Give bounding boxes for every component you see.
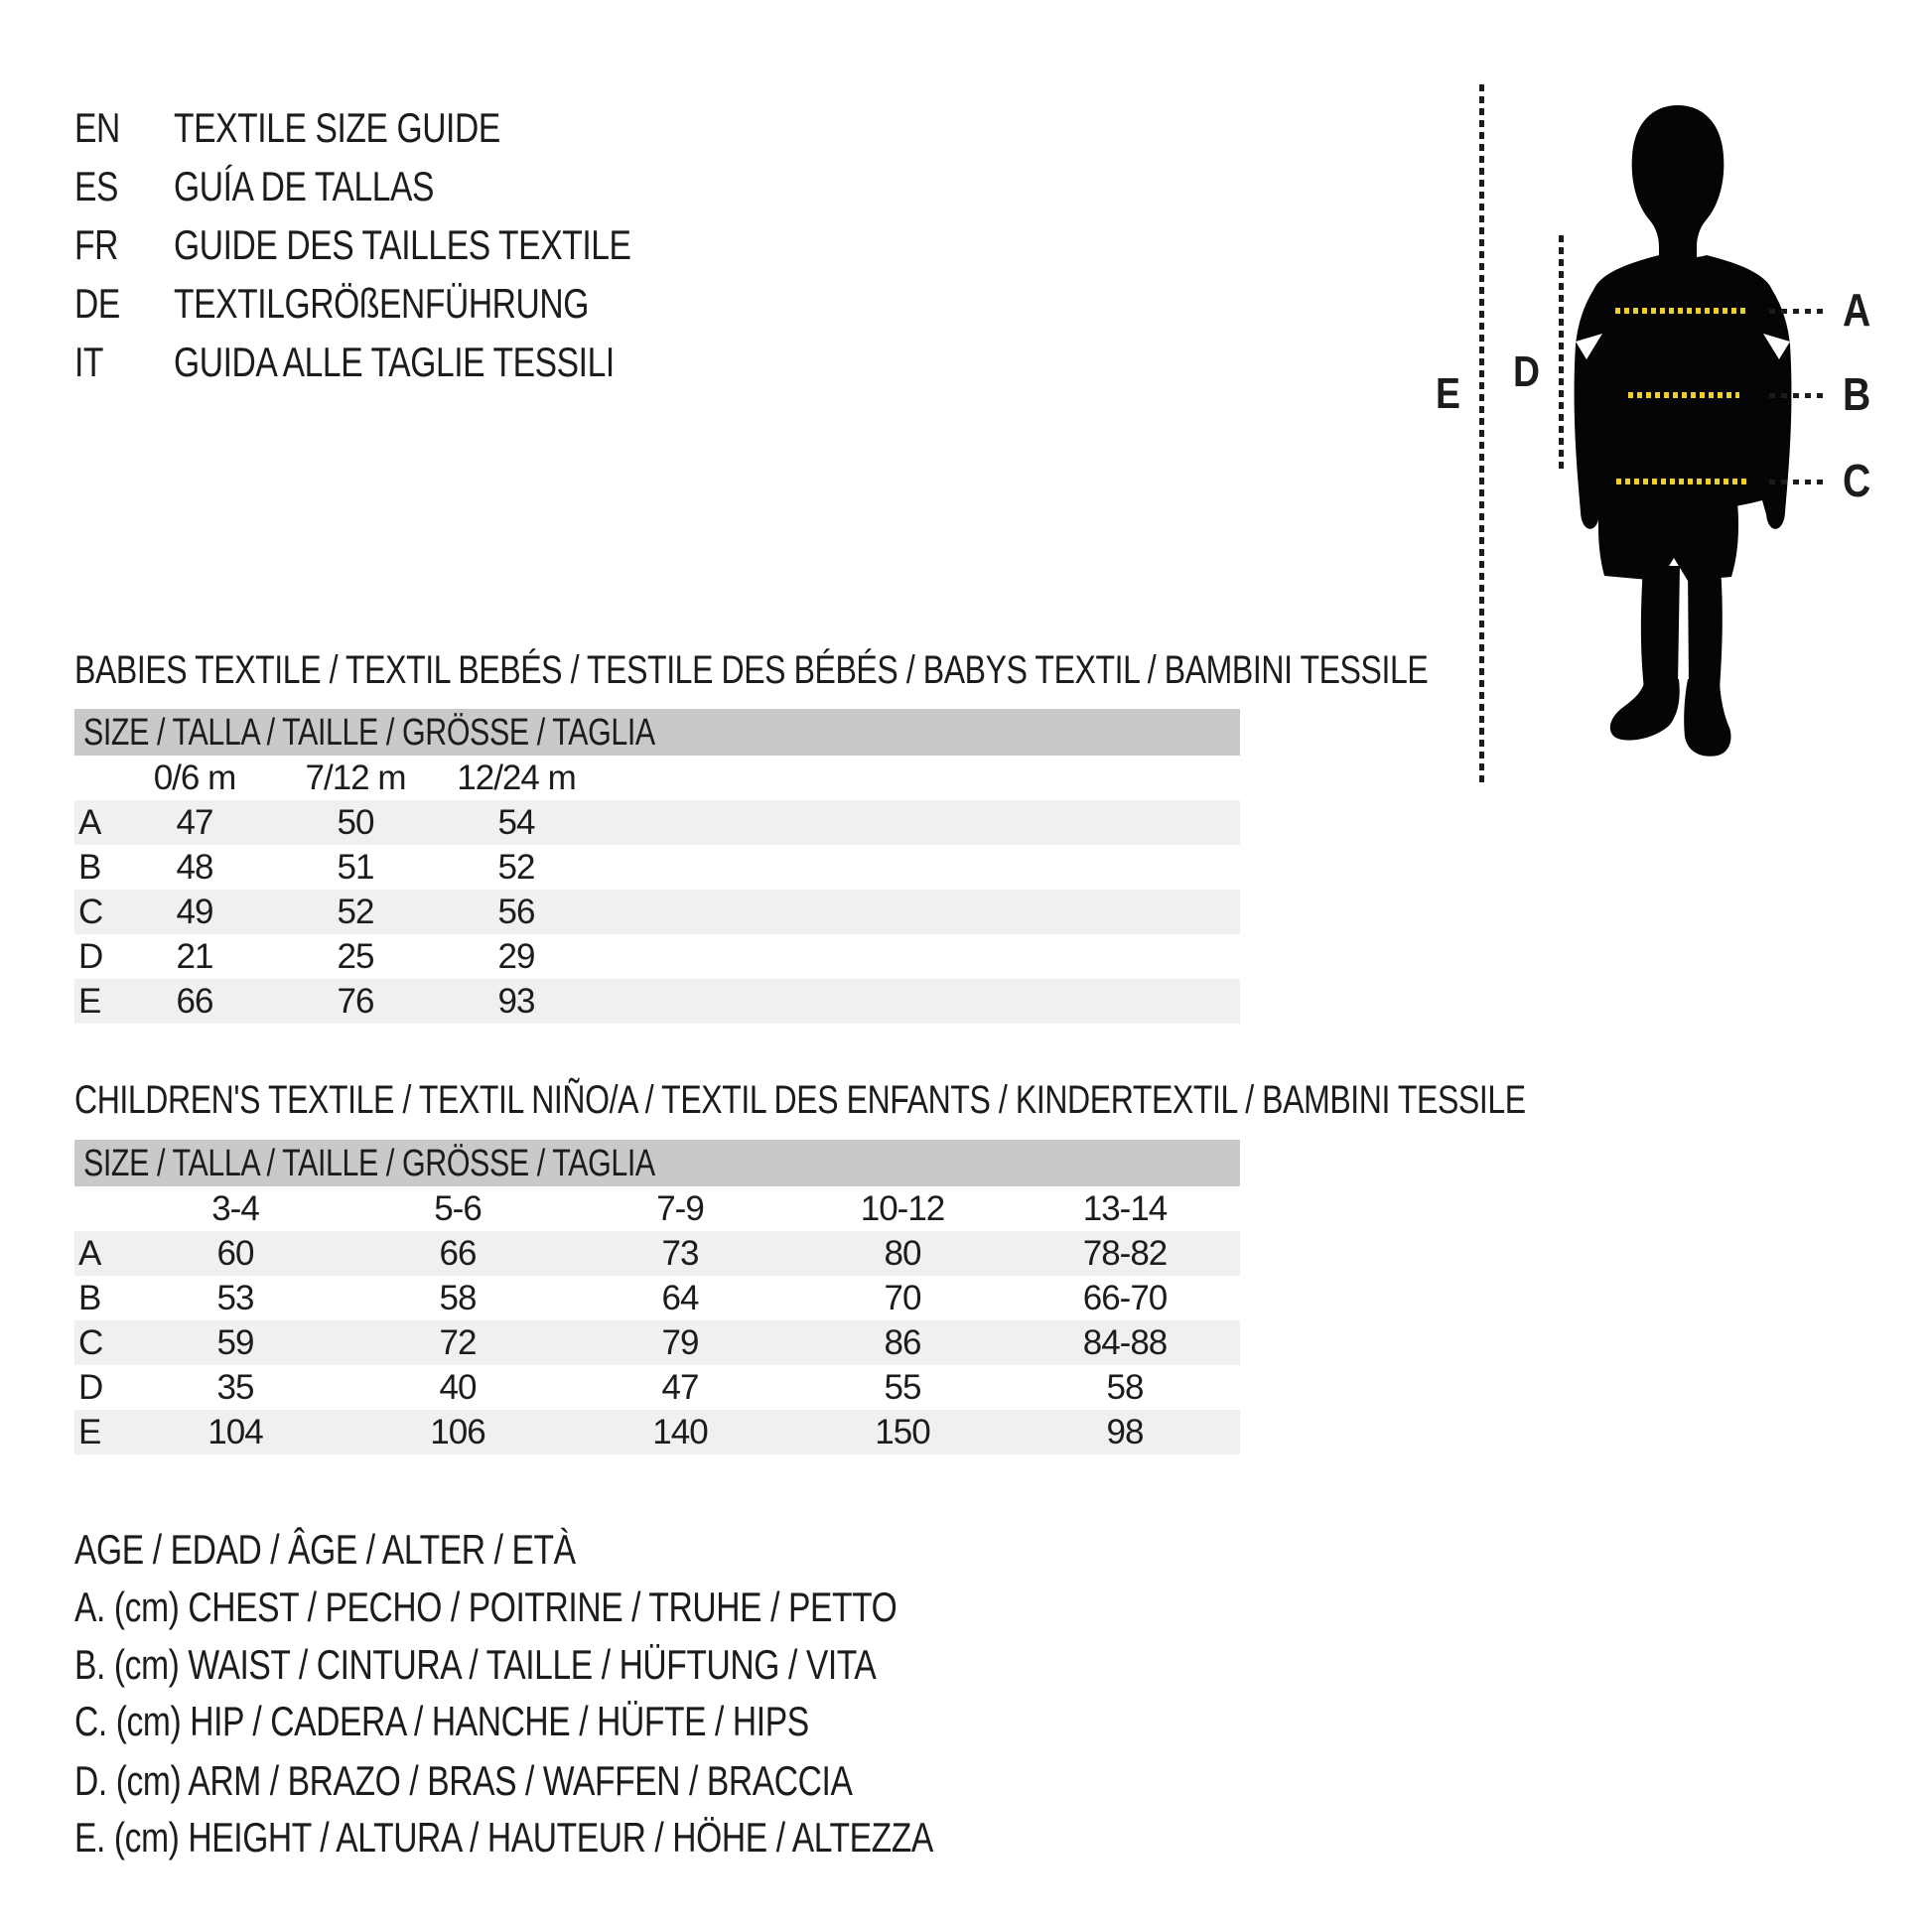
row-filler [1236, 1186, 1240, 1231]
legend-waist-text: B. (cm) WAIST / CINTURA / TAILLE / HÜFTUNG / VITA [74, 1641, 877, 1688]
row-label: D [78, 937, 103, 976]
column-header: 5-6 [434, 1189, 482, 1228]
cell-value: 150 [875, 1413, 930, 1451]
marker-label-e: E [1436, 369, 1460, 418]
cell-value: 106 [430, 1413, 485, 1451]
chest-measure-line-a [1615, 308, 1746, 314]
children-size-header-text: SIZE / TALLA / TAILLE / GRÖSSE / TAGLIA [83, 1143, 655, 1184]
cell-value: 79 [661, 1323, 699, 1362]
cell-value: 73 [661, 1234, 699, 1273]
language-row-es [74, 162, 499, 211]
cell-value: 76 [337, 982, 374, 1021]
row-label: B [78, 848, 101, 887]
legend-hip-line [74, 1699, 993, 1744]
cell-value: 140 [652, 1413, 708, 1451]
cell-value: 66-70 [1082, 1279, 1168, 1317]
language-code: IT [74, 339, 104, 385]
row-label: E [78, 1413, 101, 1451]
row-filler [597, 934, 1240, 979]
babies-heading-text: BABIES TEXTILE / TEXTIL BEBÉS / TESTILE DES BÉBÉS / BABYS TEXTIL / BAMBINI TESSILE [74, 648, 1429, 692]
babies-row-e [74, 979, 1240, 1024]
waist-leader-line [1769, 393, 1827, 398]
cell-value: 58 [1106, 1368, 1144, 1407]
language-row-de [74, 279, 693, 329]
children-size-table [74, 1186, 1240, 1454]
language-row-it [74, 338, 725, 387]
cell-value: 59 [216, 1323, 254, 1362]
language-code: EN [74, 104, 120, 151]
marker-label-a: A [1843, 284, 1871, 336]
cell-value: 78-82 [1082, 1234, 1168, 1273]
language-row-en [74, 103, 582, 153]
language-title: TEXTILGRÖßENFÜHRUNG [174, 280, 590, 327]
cell-value: 21 [176, 937, 213, 976]
column-header: 3-4 [211, 1189, 259, 1228]
arm-measure-line-d [1559, 235, 1564, 470]
cell-value: 29 [497, 937, 535, 976]
legend-chest-line [74, 1585, 1102, 1630]
cell-value: 48 [176, 848, 213, 887]
language-row-fr [74, 220, 746, 270]
row-filler [597, 800, 1240, 845]
cell-value: 98 [1106, 1413, 1144, 1451]
children-column-header-row [74, 1186, 1240, 1231]
cell-value: 104 [207, 1413, 263, 1451]
children-row-b [74, 1276, 1240, 1320]
cell-value: 40 [439, 1368, 477, 1407]
cell-value: 47 [176, 803, 213, 842]
column-header: 12/24 m [457, 759, 576, 797]
row-filler [597, 845, 1240, 890]
cell-value: 35 [216, 1368, 254, 1407]
cell-value: 93 [497, 982, 535, 1021]
row-label: E [78, 982, 101, 1021]
babies-row-d [74, 934, 1240, 979]
children-section-heading [74, 1077, 1888, 1123]
row-label [74, 756, 114, 800]
row-filler [1236, 1320, 1240, 1365]
legend-waist-line [74, 1642, 1076, 1688]
column-header: 7-9 [656, 1189, 704, 1228]
row-label: D [78, 1368, 103, 1407]
column-header: 0/6 m [153, 759, 236, 797]
cell-value: 84-88 [1082, 1323, 1168, 1362]
cell-value: 72 [439, 1323, 477, 1362]
children-size-header-bar [74, 1140, 1240, 1186]
children-row-c [74, 1320, 1240, 1365]
cell-value: 66 [176, 982, 213, 1021]
row-filler [597, 756, 1240, 800]
row-label [74, 1186, 124, 1231]
cell-value: 56 [497, 893, 535, 931]
cell-value: 54 [497, 803, 535, 842]
cell-value: 86 [884, 1323, 921, 1362]
legend-age-text: AGE / EDAD / ÂGE / ALTER / ETÀ [74, 1526, 576, 1573]
row-label: A [78, 803, 101, 842]
marker-label-d: D [1513, 347, 1541, 396]
babies-size-header-text: SIZE / TALLA / TAILLE / GRÖSSE / TAGLIA [83, 712, 655, 754]
babies-row-a [74, 800, 1240, 845]
language-code: FR [74, 221, 118, 268]
row-label: C [78, 1323, 103, 1362]
waist-measure-line-b [1628, 392, 1739, 398]
language-code: ES [74, 163, 119, 209]
language-code: DE [74, 280, 120, 327]
row-label: A [78, 1234, 101, 1273]
row-label: B [78, 1279, 101, 1317]
cell-value: 60 [216, 1234, 254, 1273]
babies-size-table [74, 756, 1240, 1024]
hip-leader-line [1769, 480, 1827, 484]
row-label: C [78, 893, 103, 931]
cell-value: 58 [439, 1279, 477, 1317]
legend-age-line [74, 1527, 701, 1573]
babies-section-heading [74, 647, 1766, 693]
row-filler [1236, 1276, 1240, 1320]
legend-arm-text: D. (cm) ARM / BRAZO / BRAS / WAFFEN / BRACCIA [74, 1757, 853, 1804]
cell-value: 52 [337, 893, 374, 931]
legend-height-line [74, 1815, 1148, 1861]
legend-arm-line [74, 1758, 1046, 1804]
language-title: GUIDE DES TAILLES TEXTILE [174, 221, 631, 268]
cell-value: 53 [216, 1279, 254, 1317]
cell-value: 47 [661, 1368, 699, 1407]
marker-label-c: C [1843, 455, 1871, 506]
row-filler [597, 979, 1240, 1024]
cell-value: 49 [176, 893, 213, 931]
cell-value: 52 [497, 848, 535, 887]
cell-value: 50 [337, 803, 374, 842]
cell-value: 64 [661, 1279, 699, 1317]
language-title: GUÍA DE TALLAS [174, 163, 435, 209]
row-filler [597, 890, 1240, 934]
column-header: 10-12 [860, 1189, 945, 1228]
babies-column-header-row [74, 756, 1240, 800]
cell-value: 66 [439, 1234, 477, 1273]
cell-value: 70 [884, 1279, 921, 1317]
cell-value: 25 [337, 937, 374, 976]
column-header: 7/12 m [305, 759, 406, 797]
children-row-d [74, 1365, 1240, 1410]
legend-hip-text: C. (cm) HIP / CADERA / HANCHE / HÜFTE / HIPS [74, 1698, 809, 1744]
row-filler [1236, 1410, 1240, 1454]
babies-size-header-bar [74, 709, 1240, 756]
cell-value: 55 [884, 1368, 921, 1407]
hip-measure-line-c [1616, 479, 1749, 484]
children-row-a [74, 1231, 1240, 1276]
chest-leader-line [1769, 309, 1827, 314]
language-title: TEXTILE SIZE GUIDE [174, 104, 500, 151]
children-row-e [74, 1410, 1240, 1454]
children-heading-text: CHILDREN'S TEXTILE / TEXTIL NIÑO/A / TEXTIL DES ENFANTS / KINDERTEXTIL / BAMBINI TESSILE [74, 1078, 1526, 1122]
cell-value: 51 [337, 848, 374, 887]
row-filler [1236, 1365, 1240, 1410]
legend-height-text: E. (cm) HEIGHT / ALTURA / HAUTEUR / HÖHE / ALTEZZA [74, 1814, 933, 1861]
column-header: 13-14 [1082, 1189, 1168, 1228]
row-filler [1236, 1231, 1240, 1276]
legend-chest-text: A. (cm) CHEST / PECHO / POITRINE / TRUHE / PETTO [74, 1584, 897, 1630]
marker-label-b: B [1843, 368, 1871, 420]
cell-value: 80 [884, 1234, 921, 1273]
babies-row-c [74, 890, 1240, 934]
babies-row-b [74, 845, 1240, 890]
language-title: GUIDA ALLE TAGLIE TESSILI [174, 339, 615, 385]
